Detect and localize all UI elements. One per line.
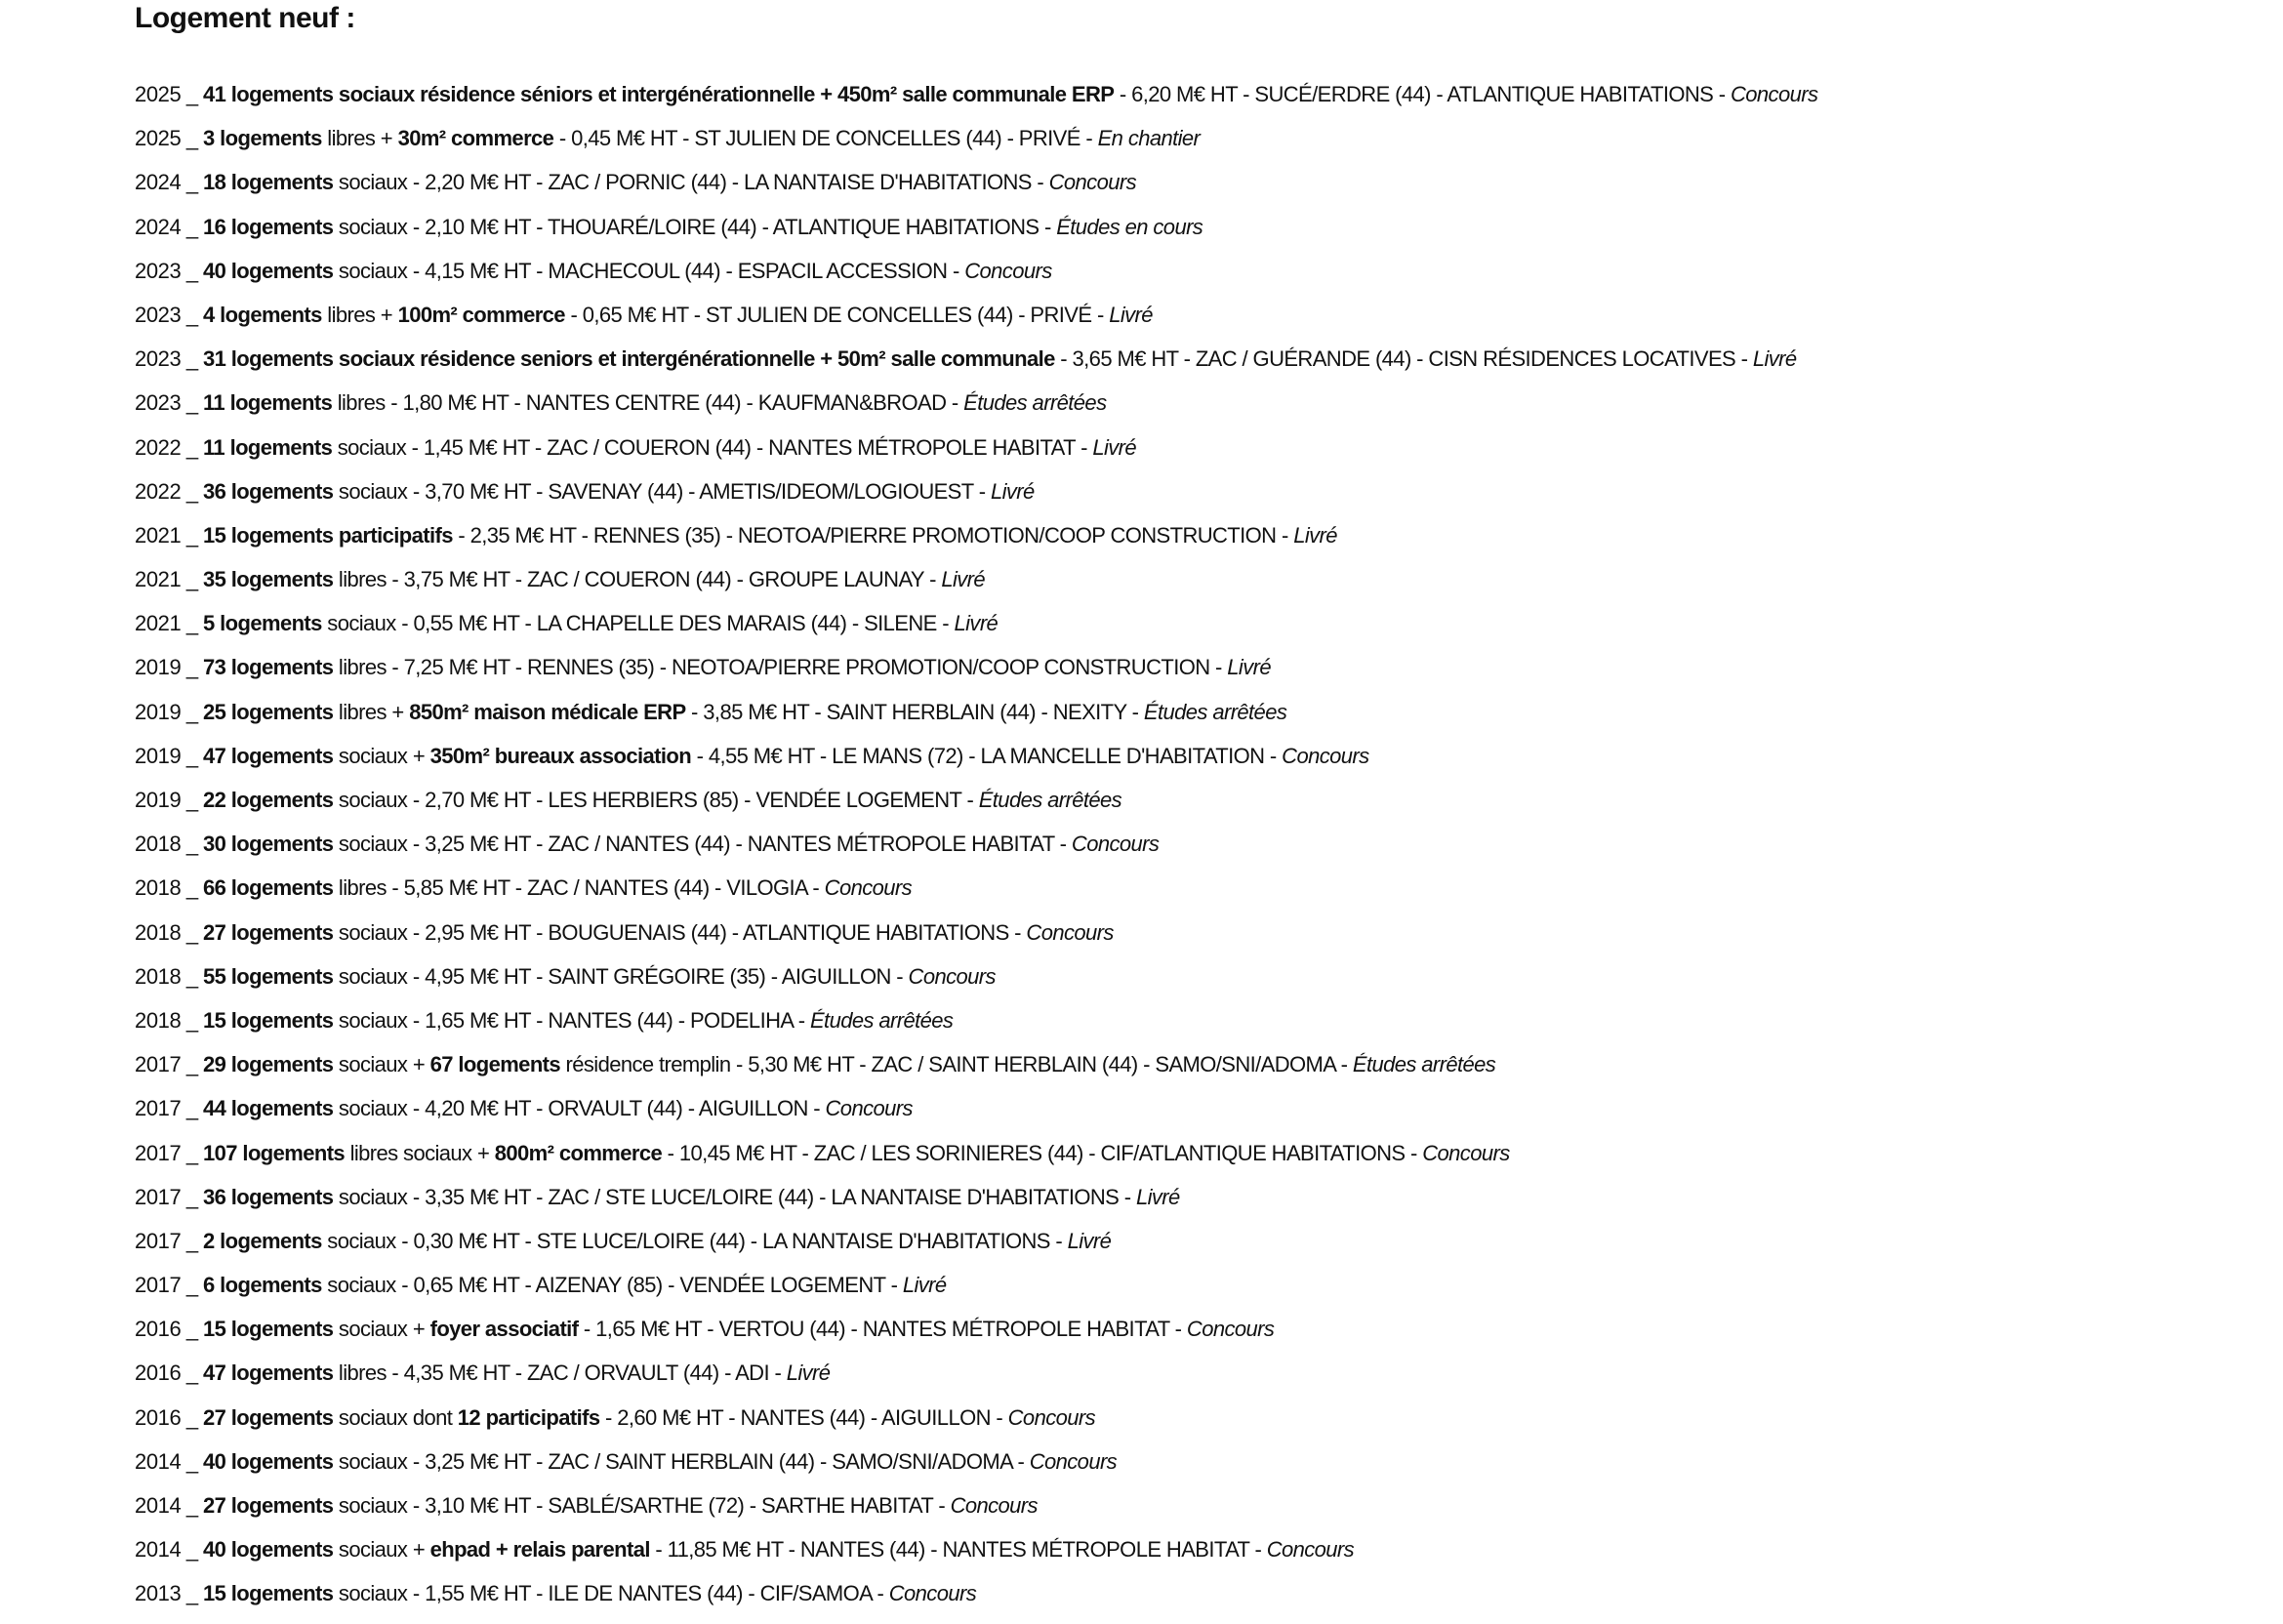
- project-highlight: 11 logements: [203, 390, 333, 416]
- project-status: Livré: [941, 567, 986, 592]
- project-status: Études arrêtées: [963, 390, 1107, 416]
- project-status: Livré: [902, 1273, 947, 1298]
- project-detail: libres - 4,35 M€ HT - ZAC / ORVAULT (44) - ADI -: [333, 1360, 787, 1386]
- project-detail: sociaux - 3,35 M€ HT - ZAC / STE LUCE/LOIRE (44) - LA NANTAISE D'HABITATIONS -: [333, 1184, 1136, 1209]
- project-highlight: 11 logements: [203, 434, 333, 460]
- project-detail: sociaux - 1,45 M€ HT - ZAC / COUERON (44) - NANTES MÉTROPOLE HABITAT -: [332, 434, 1093, 460]
- project-year: 2019: [135, 655, 182, 680]
- project-status: Livré: [1293, 522, 1337, 548]
- project-highlight: 2 logements: [203, 1228, 322, 1253]
- project-highlight: 35 logements: [203, 567, 334, 592]
- project-row: [135, 786, 1817, 830]
- project-status: Concours: [1186, 1317, 1275, 1342]
- project-detail: - 2,35 M€ HT - RENNES (35) - NEOTOA/PIERRE PROMOTION/COOP CONSTRUCTION -: [452, 522, 1294, 548]
- project-highlight: 3 logements: [203, 126, 322, 151]
- project-status: Études arrêtées: [1352, 1052, 1496, 1077]
- project-detail: - 0,65 M€ HT - ST JULIEN DE CONCELLES (44) - PRIVÉ -: [564, 302, 1110, 327]
- project-year: 2014: [135, 1493, 182, 1518]
- project-year: 2019: [135, 788, 182, 812]
- project-highlight: 27 logements: [203, 1493, 334, 1518]
- project-highlight: 15 logements: [203, 1007, 334, 1033]
- project-detail: _: [181, 567, 204, 592]
- project-status: Concours: [1026, 919, 1114, 945]
- project-detail: sociaux - 0,30 M€ HT - STE LUCE/LOIRE (44) - LA NANTAISE D'HABITATIONS -: [321, 1228, 1068, 1253]
- project-status: Études arrêtées: [1143, 699, 1287, 724]
- project-year: 2016: [135, 1360, 182, 1386]
- project-row: [135, 1094, 1817, 1138]
- project-status: Concours: [1071, 832, 1160, 857]
- project-detail: libres +: [333, 699, 410, 724]
- project-detail: _: [181, 258, 204, 283]
- project-status: Livré: [954, 611, 999, 636]
- project-status: Études arrêtées: [809, 1007, 954, 1033]
- project-detail: _: [181, 1404, 204, 1430]
- project-row: [135, 1183, 1817, 1227]
- project-highlight: 36 logements: [203, 1184, 334, 1209]
- project-highlight: foyer associatif: [429, 1317, 579, 1342]
- project-detail: libres - 3,75 M€ HT - ZAC / COUERON (44) - GROUPE LAUNAY -: [333, 567, 942, 592]
- project-row: [135, 698, 1817, 742]
- project-year: 2019: [135, 743, 182, 768]
- project-year: 2018: [135, 1007, 182, 1033]
- project-detail: sociaux - 3,70 M€ HT - SAVENAY (44) - AMETIS/IDEOM/LOGIOUEST -: [333, 478, 991, 504]
- project-detail: _: [181, 963, 204, 989]
- project-status: Livré: [990, 478, 1035, 504]
- project-highlight: 25 logements: [203, 699, 334, 724]
- project-highlight: 15 logements participatifs: [203, 522, 453, 548]
- project-status: Livré: [1067, 1228, 1112, 1253]
- project-detail: _: [181, 170, 204, 195]
- project-detail: _: [181, 1052, 204, 1077]
- project-year: 2021: [135, 567, 182, 592]
- project-highlight: 29 logements: [203, 1052, 334, 1077]
- project-status: Concours: [964, 258, 1052, 283]
- project-status: Concours: [888, 1581, 977, 1606]
- project-year: 2018: [135, 832, 182, 857]
- project-highlight: 47 logements: [203, 743, 334, 768]
- project-highlight: 22 logements: [203, 788, 334, 812]
- project-detail: _: [181, 1581, 204, 1606]
- project-detail: _: [181, 919, 204, 945]
- project-detail: _: [181, 1184, 204, 1209]
- project-status: En chantier: [1097, 126, 1201, 151]
- project-highlight: 55 logements: [203, 963, 334, 989]
- project-status: Concours: [908, 963, 996, 989]
- project-detail: _: [181, 1140, 204, 1165]
- project-detail: sociaux - 3,10 M€ HT - SABLÉ/SARTHE (72) - SARTHE HABITAT -: [333, 1493, 951, 1518]
- project-status: Concours: [1422, 1140, 1510, 1165]
- project-detail: libres - 1,80 M€ HT - NANTES CENTRE (44) - KAUFMAN&BROAD -: [332, 390, 964, 416]
- project-highlight: 30m² commerce: [397, 126, 554, 151]
- project-row: [135, 1271, 1817, 1315]
- project-highlight: 15 logements: [203, 1317, 334, 1342]
- project-detail: _: [181, 390, 204, 416]
- project-year: 2017: [135, 1184, 182, 1209]
- project-status: Livré: [1227, 655, 1271, 680]
- project-year: 2024: [135, 214, 182, 239]
- project-highlight: 800m² commerce: [494, 1140, 663, 1165]
- project-highlight: 15 logements: [203, 1581, 334, 1606]
- project-row: [135, 1006, 1817, 1050]
- project-status: Livré: [1109, 302, 1153, 327]
- project-row: [135, 477, 1817, 521]
- project-row: [135, 168, 1817, 212]
- project-row: [135, 213, 1817, 257]
- project-highlight: 18 logements: [203, 170, 334, 195]
- project-highlight: 40 logements: [203, 1537, 334, 1563]
- project-highlight: 16 logements: [203, 214, 334, 239]
- project-detail: - 10,45 M€ HT - ZAC / LES SORINIERES (44) - CIF/ATLANTIQUE HABITATIONS -: [662, 1140, 1423, 1165]
- project-row: [135, 1050, 1817, 1094]
- project-row: [135, 742, 1817, 786]
- project-detail: _: [181, 1537, 204, 1563]
- project-status: Études arrêtées: [978, 788, 1122, 812]
- project-status: Livré: [1752, 346, 1797, 372]
- project-highlight: 41 logements sociaux résidence séniors et intergénérationnelle + 450m² salle communale ERP: [203, 82, 1115, 106]
- project-detail: libres +: [321, 126, 398, 151]
- project-row: [135, 873, 1817, 917]
- project-row: [135, 609, 1817, 653]
- project-detail: sociaux +: [333, 1052, 430, 1077]
- project-highlight: 31 logements sociaux résidence seniors et intergénérationnelle + 50m² salle communale: [203, 346, 1055, 372]
- project-year: 2025: [135, 126, 182, 151]
- project-detail: sociaux dont: [333, 1404, 458, 1430]
- project-year: 2014: [135, 1537, 182, 1563]
- project-detail: _: [181, 214, 204, 239]
- project-status: Concours: [1007, 1404, 1095, 1430]
- project-row: [135, 1403, 1817, 1447]
- project-year: 2021: [135, 611, 182, 636]
- project-status: Concours: [1731, 82, 1818, 106]
- project-detail: sociaux - 2,95 M€ HT - BOUGUENAIS (44) - ATLANTIQUE HABITATIONS -: [333, 919, 1027, 945]
- project-detail: - 3,65 M€ HT - ZAC / GUÉRANDE (44) - CISN RÉSIDENCES LOCATIVES -: [1054, 346, 1753, 372]
- project-detail: libres sociaux +: [345, 1140, 495, 1165]
- project-detail: _: [181, 434, 204, 460]
- project-detail: - 0,45 M€ HT - ST JULIEN DE CONCELLES (44) - PRIVÉ -: [553, 126, 1098, 151]
- project-year: 2023: [135, 390, 182, 416]
- project-detail: _: [181, 302, 204, 327]
- project-year: 2017: [135, 1140, 182, 1165]
- project-year: 2021: [135, 522, 182, 548]
- project-detail: - 4,55 M€ HT - LE MANS (72) - LA MANCELLE D'HABITATION -: [691, 743, 1283, 768]
- project-detail: sociaux - 4,15 M€ HT - MACHECOUL (44) - ESPACIL ACCESSION -: [333, 258, 965, 283]
- project-highlight: 850m² maison médicale ERP: [409, 699, 686, 724]
- project-detail: _: [181, 1317, 204, 1342]
- project-row: [135, 565, 1817, 609]
- project-detail: sociaux - 3,25 M€ HT - ZAC / NANTES (44) - NANTES MÉTROPOLE HABITAT -: [333, 832, 1072, 857]
- project-year: 2025: [135, 82, 182, 106]
- project-status: Concours: [1029, 1448, 1118, 1474]
- project-row: [135, 433, 1817, 477]
- project-row: [135, 1491, 1817, 1535]
- project-detail: sociaux - 0,65 M€ HT - AIZENAY (85) - VENDÉE LOGEMENT -: [321, 1273, 903, 1298]
- project-row: [135, 345, 1817, 388]
- project-year: 2018: [135, 963, 182, 989]
- project-detail: _: [181, 1096, 204, 1121]
- project-year: 2022: [135, 478, 182, 504]
- project-detail: _: [181, 832, 204, 857]
- project-detail: _: [181, 1360, 204, 1386]
- project-detail: sociaux +: [333, 1537, 430, 1563]
- project-detail: _: [181, 1228, 204, 1253]
- project-detail: _: [181, 875, 204, 901]
- project-year: 2017: [135, 1096, 182, 1121]
- project-year: 2019: [135, 699, 182, 724]
- project-year: 2017: [135, 1052, 182, 1077]
- project-detail: _: [181, 522, 204, 548]
- project-row: [135, 1535, 1817, 1579]
- project-detail: sociaux +: [333, 743, 430, 768]
- project-detail: sociaux - 3,25 M€ HT - ZAC / SAINT HERBLAIN (44) - SAMO/SNI/ADOMA -: [333, 1448, 1030, 1474]
- project-detail: _: [181, 126, 204, 151]
- project-detail: _: [181, 346, 204, 372]
- project-detail: _: [181, 1493, 204, 1518]
- project-detail: - 3,85 M€ HT - SAINT HERBLAIN (44) - NEXITY -: [685, 699, 1144, 724]
- project-detail: _: [181, 699, 204, 724]
- project-detail: résidence tremplin - 5,30 M€ HT - ZAC / SAINT HERBLAIN (44) - SAMO/SNI/ADOMA -: [560, 1052, 1353, 1077]
- project-year: 2018: [135, 875, 182, 901]
- project-row: [135, 388, 1817, 432]
- project-year: 2023: [135, 258, 182, 283]
- project-detail: sociaux - 4,20 M€ HT - ORVAULT (44) - AIGUILLON -: [333, 1096, 826, 1121]
- project-highlight: 27 logements: [203, 919, 334, 945]
- project-detail: - 2,60 M€ HT - NANTES (44) - AIGUILLON -: [599, 1404, 1008, 1430]
- project-detail: _: [181, 611, 204, 636]
- project-detail: - 1,65 M€ HT - VERTOU (44) - NANTES MÉTROPOLE HABITAT -: [578, 1317, 1187, 1342]
- project-status: Concours: [1266, 1537, 1355, 1563]
- project-year: 2024: [135, 170, 182, 195]
- project-row: [135, 1359, 1817, 1402]
- project-detail: sociaux - 2,70 M€ HT - LES HERBIERS (85) - VENDÉE LOGEMENT -: [333, 788, 979, 812]
- project-list: [135, 80, 1817, 1624]
- project-row: [135, 80, 1817, 124]
- project-highlight: 40 logements: [203, 1448, 334, 1474]
- project-detail: sociaux - 2,10 M€ HT - THOUARÉ/LOIRE (44) - ATLANTIQUE HABITATIONS -: [333, 214, 1057, 239]
- project-status: Concours: [824, 875, 913, 901]
- project-detail: - 11,85 M€ HT - NANTES (44) - NANTES MÉTROPOLE HABITAT -: [649, 1537, 1267, 1563]
- project-row: [135, 301, 1817, 345]
- project-highlight: 47 logements: [203, 1360, 334, 1386]
- project-year: 2022: [135, 434, 182, 460]
- project-highlight: 30 logements: [203, 832, 334, 857]
- project-highlight: 27 logements: [203, 1404, 334, 1430]
- project-highlight: 66 logements: [203, 875, 334, 901]
- project-highlight: 73 logements: [203, 655, 334, 680]
- project-highlight: 4 logements: [203, 302, 322, 327]
- project-detail: libres +: [321, 302, 398, 327]
- project-detail: sociaux - 2,20 M€ HT - ZAC / PORNIC (44) - LA NANTAISE D'HABITATIONS -: [333, 170, 1049, 195]
- project-year: 2023: [135, 302, 182, 327]
- project-status: Études en cours: [1056, 214, 1203, 239]
- project-row: [135, 521, 1817, 565]
- project-row: [135, 1139, 1817, 1183]
- project-year: 2016: [135, 1404, 182, 1430]
- project-row: [135, 257, 1817, 301]
- project-detail: _: [181, 1007, 204, 1033]
- project-highlight: 44 logements: [203, 1096, 334, 1121]
- project-row: [135, 124, 1817, 168]
- project-status: Concours: [1048, 170, 1136, 195]
- project-status: Concours: [950, 1493, 1038, 1518]
- project-detail: _: [181, 478, 204, 504]
- project-status: Livré: [1135, 1184, 1180, 1209]
- project-year: 2014: [135, 1448, 182, 1474]
- project-status: Concours: [825, 1096, 913, 1121]
- project-status: Livré: [1092, 434, 1136, 460]
- project-highlight: 5 logements: [203, 611, 322, 636]
- project-highlight: 107 logements: [203, 1140, 346, 1165]
- project-detail: sociaux - 4,95 M€ HT - SAINT GRÉGOIRE (35) - AIGUILLON -: [333, 963, 909, 989]
- project-detail: _: [181, 788, 204, 812]
- project-detail: _: [181, 1448, 204, 1474]
- project-year: 2017: [135, 1228, 182, 1253]
- project-year: 2018: [135, 919, 182, 945]
- project-highlight: 36 logements: [203, 478, 334, 504]
- project-detail: _: [181, 1273, 204, 1298]
- project-detail: sociaux - 1,55 M€ HT - ILE DE NANTES (44) - CIF/SAMOA -: [333, 1581, 889, 1606]
- project-detail: _: [181, 743, 204, 768]
- project-highlight: ehpad + relais parental: [429, 1537, 650, 1563]
- project-row: [135, 918, 1817, 962]
- project-row: [135, 1447, 1817, 1491]
- project-year: 2013: [135, 1581, 182, 1606]
- project-row: [135, 1315, 1817, 1359]
- project-row: [135, 1579, 1817, 1623]
- project-row: [135, 1227, 1817, 1271]
- project-status: Concours: [1282, 743, 1369, 768]
- project-detail: _: [181, 655, 204, 680]
- project-highlight: 100m² commerce: [397, 302, 565, 327]
- project-detail: _: [181, 82, 204, 106]
- project-highlight: 40 logements: [203, 258, 334, 283]
- project-year: 2023: [135, 346, 182, 372]
- project-detail: - 6,20 M€ HT - SUCÉ/ERDRE (44) - ATLANTIQUE HABITATIONS -: [1114, 82, 1731, 106]
- project-highlight: 67 logements: [429, 1052, 561, 1077]
- project-detail: libres - 5,85 M€ HT - ZAC / NANTES (44) - VILOGIA -: [333, 875, 825, 901]
- project-highlight: 6 logements: [203, 1273, 322, 1298]
- project-row: [135, 653, 1817, 697]
- project-detail: sociaux +: [333, 1317, 430, 1342]
- project-row: [135, 830, 1817, 873]
- project-detail: libres - 7,25 M€ HT - RENNES (35) - NEOTOA/PIERRE PROMOTION/COOP CONSTRUCTION -: [333, 655, 1228, 680]
- project-highlight: 350m² bureaux association: [429, 743, 692, 768]
- project-status: Livré: [786, 1360, 831, 1386]
- section-title: Logement neuf :: [135, 2, 355, 34]
- project-detail: sociaux - 1,65 M€ HT - NANTES (44) - PODELIHA -: [333, 1007, 810, 1033]
- project-year: 2017: [135, 1273, 182, 1298]
- project-row: [135, 962, 1817, 1006]
- project-highlight: 12 participatifs: [457, 1404, 600, 1430]
- project-detail: sociaux - 0,55 M€ HT - LA CHAPELLE DES MARAIS (44) - SILENE -: [321, 611, 955, 636]
- project-year: 2016: [135, 1317, 182, 1342]
